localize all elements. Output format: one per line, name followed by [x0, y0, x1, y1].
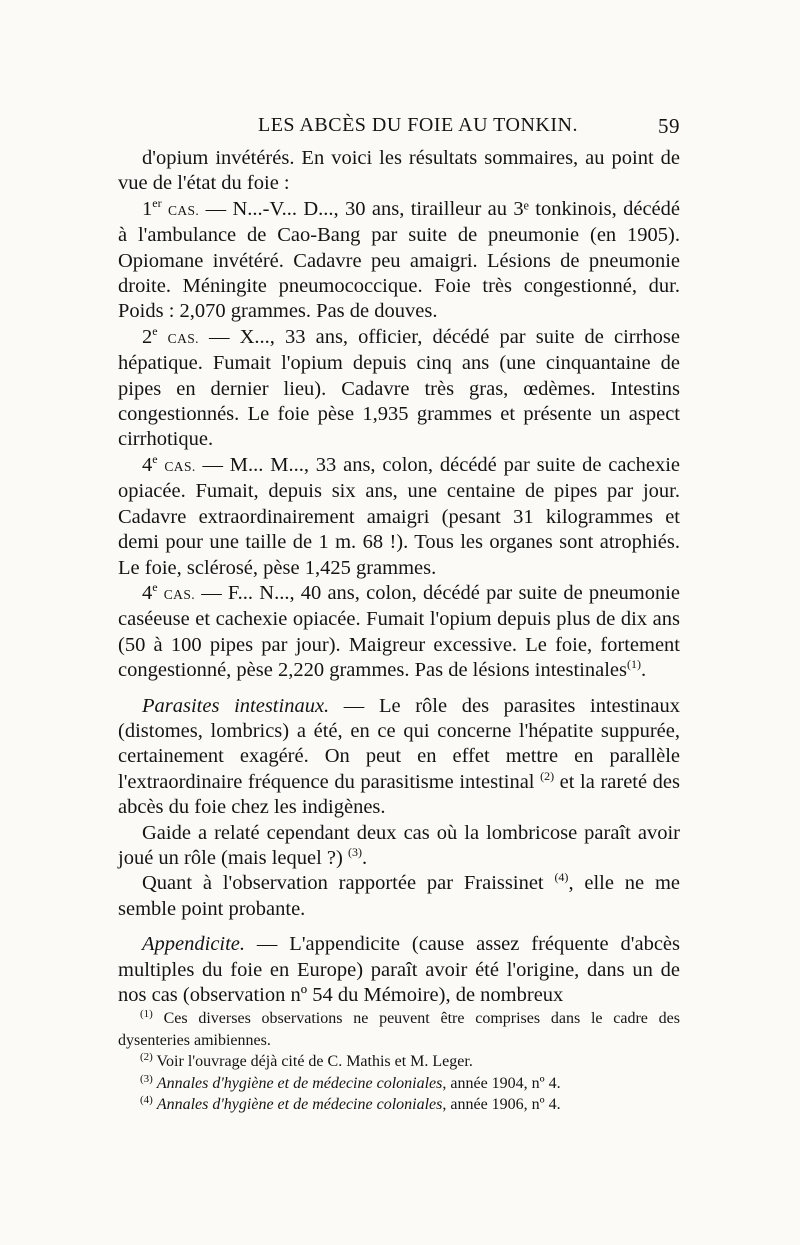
case-1-ordinal-suffix: er — [152, 195, 162, 210]
case-1-text: — N...-V... D..., 30 ans, tirailleur au 3ᵉ tonkinois, décédé à l'ambulance de Cao-Bang par suite de pneumonie (en 1905). Opiomane invétéré. Cadavre peu amaigri. Lésions de pneumonie droite. Méningite pneumococcique. Foie très congestionné, dur. Poids : 2,070 grammes. Pas de douves. — [118, 197, 680, 323]
footnote-4-mark: (4) — [140, 1094, 153, 1106]
footnote-1 — [118, 1008, 680, 1051]
appendicite-text: — L'appendicite (cause assez fréquente d'abcès multiples du foie en Europe) paraît avoir été l'origine, dans un de nos cas (observation nº 54 du Mémoire), de nombreux — [118, 933, 680, 1006]
case-3-ordinal-suffix: e — [152, 451, 158, 466]
footnote-3-mark: (3) — [140, 1072, 153, 1085]
appendicite-paragraph — [118, 932, 680, 1008]
footnotes — [118, 1008, 680, 1116]
footnote-4-journal: Annales d'hygiène et de médecine coloniales — [156, 1096, 443, 1113]
footnote-3 — [118, 1073, 680, 1095]
case-3-text: — M... M..., 33 ans, colon, décédé par suite de cachexie opiacée. Fumait, depuis six ans, une centaine de pipes par jour. Cadavre extraordinairement amaigri (pesant 31 kilogrammes et demi pour une taille de 1 m. 68 !). Tous les organes sont atrophiés. Le foie, sclérosé, pèse 1,425 grammes. — [118, 453, 681, 579]
parasites-text-b: et la rareté des abcès du foie chez les indigènes. — [118, 770, 680, 819]
case-1-ordinal: 1 — [142, 197, 153, 220]
case-4-ordinal-suffix: e — [152, 579, 158, 594]
parasites-paragraph — [118, 694, 680, 821]
case-4-end: . — [641, 659, 647, 682]
case-1-label: CAS. — [167, 202, 200, 218]
case-3-label: CAS. — [164, 458, 196, 474]
footnote-4-text: , année 1906, nº 4. — [442, 1096, 561, 1113]
footnote-3-text: , année 1904, nº 4. — [442, 1074, 561, 1092]
case-4-label: CAS. — [163, 586, 196, 602]
intro-paragraph — [118, 146, 680, 197]
footnote-ref-3: (3) — [347, 844, 362, 859]
parasites-text-a: — Le rôle des parasites intestinaux (distomes, lombrics) a été, en ce qui concerne l'hépatite suppurée, certainement exagéré. On peut en effet mettre en parallèle l'extraordinaire fréquence du parasitisme intestinal — [118, 694, 680, 793]
footnote-1-text: Ces diverses observations ne peuvent être comprises dans le cadre des dysenteries amibiennes. — [118, 1010, 680, 1049]
case-2-ordinal: 2 — [142, 325, 153, 348]
fraissinet-text: Quant à l'observation rapportée par Fraissinet — [142, 872, 555, 895]
running-header — [118, 114, 680, 140]
fraissinet-paragraph — [118, 871, 680, 922]
case-2-paragraph — [118, 325, 680, 453]
footnote-ref-1: (1) — [627, 657, 641, 672]
case-2-ordinal-suffix: e — [152, 323, 158, 338]
gaide-end: . — [361, 846, 368, 869]
gaide-paragraph — [118, 821, 680, 872]
running-title: LES ABCÈS DU FOIE AU TONKIN. — [258, 114, 578, 136]
section-gap — [118, 684, 680, 694]
footnote-ref-2: (2) — [540, 768, 555, 783]
appendicite-heading: Appendicite. — [142, 933, 246, 956]
case-3-paragraph — [118, 453, 680, 581]
footnote-3-journal: Annales d'hygiène et de médecine coloniales — [156, 1074, 443, 1092]
case-4-paragraph — [118, 581, 680, 684]
section-gap-2 — [118, 922, 680, 932]
gaide-text: Gaide a relaté cependant deux cas où la lombricose paraît avoir joué un rôle (mais lequel ?) — [118, 821, 680, 869]
footnote-2-mark: (2) — [140, 1051, 153, 1063]
case-2-label: CAS. — [167, 330, 199, 346]
parasites-heading: Parasites intestinaux. — [142, 694, 330, 717]
main-text — [118, 146, 680, 1008]
footnote-4 — [118, 1094, 680, 1116]
case-4-text: — F... N..., 40 ans, colon, décédé par suite de pneumonie caséeuse et cachexie opiacée. Fumait l'opium depuis plus de dix ans (50 à 100 pipes par jour). Maigreur excessive. Le foie, fortement congestionné, pèse 2,220 grammes. Pas de lésions intestinales — [118, 581, 680, 682]
fraissinet-end: , elle ne me semble point probante. — [118, 872, 680, 920]
footnote-2 — [118, 1051, 680, 1073]
page-number: 59 — [658, 114, 680, 138]
case-4-ordinal: 4 — [142, 581, 153, 604]
intro-text: d'opium invétérés. En voici les résultats sommaires, au point de vue de l'état du foie : — [118, 147, 680, 195]
footnote-2-text: Voir l'ouvrage déjà cité de C. Mathis et M. Leger. — [156, 1053, 473, 1070]
case-1-paragraph — [118, 197, 680, 325]
case-3-ordinal: 4 — [142, 453, 153, 476]
footnote-ref-4: (4) — [554, 870, 569, 885]
case-2-text: — X..., 33 ans, officier, décédé par suite de cirrhose hépatique. Fumait l'opium depuis cinq ans (une cinquantaine de pipes en dernier lieu). Cadavre très gras, œdèmes. Intestins congestionnés. Le foie pèse 1,935 grammes et présente un aspect cirrhotique. — [118, 325, 681, 451]
footnote-1-mark: (1) — [140, 1008, 153, 1020]
